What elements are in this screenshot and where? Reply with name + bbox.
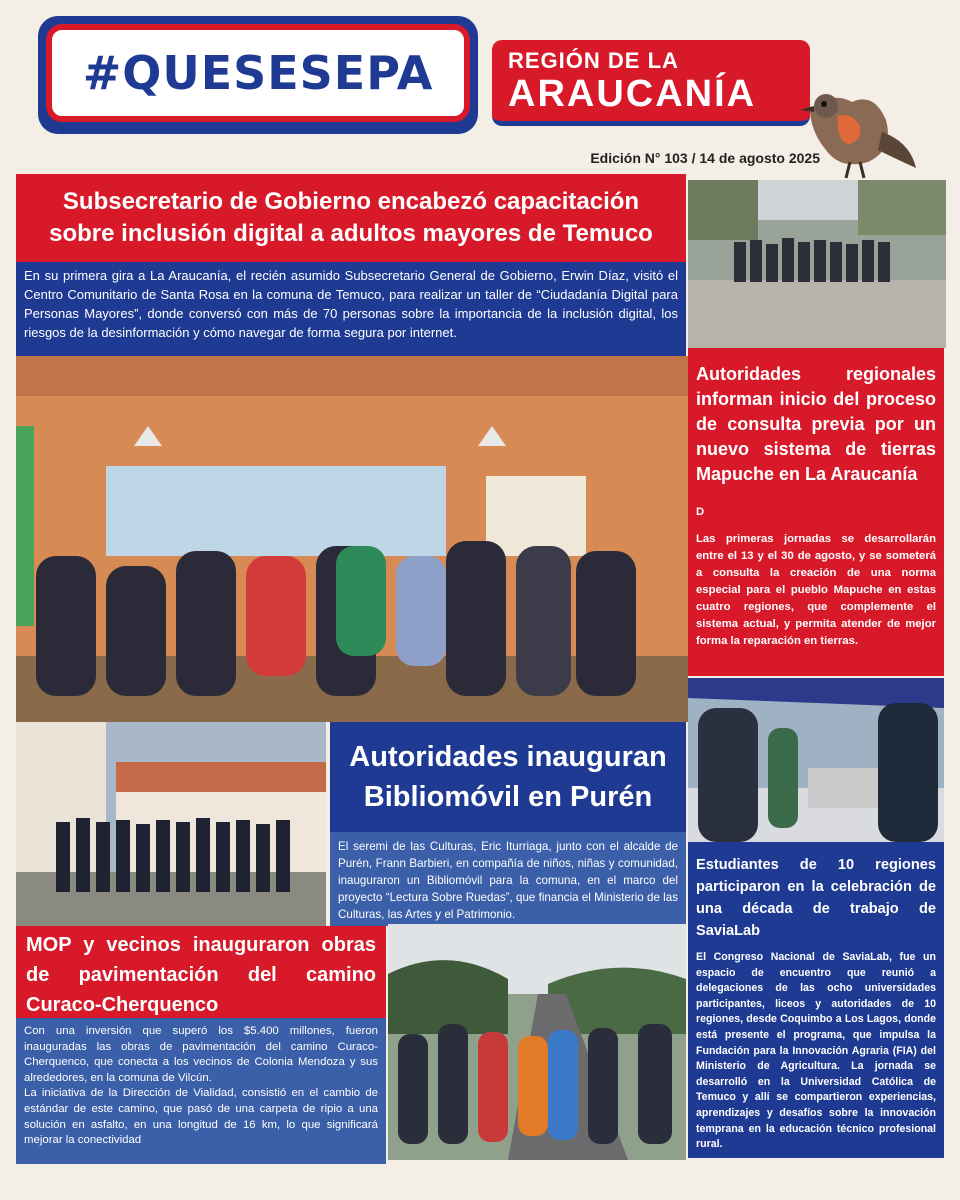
brand-title: #QUESESEPA xyxy=(82,46,434,100)
main-article-title: Subsecretario de Gobierno encabezó capacitación sobre inclusión digital a adultos mayores de Temuco xyxy=(16,174,686,262)
savialab-article-body: El Congreso Nacional de SaviaLab, fue un espacio de encuentro que reunió a delegaciones de las ocho universidades participantes, liceos y autoridades de 10 regiones, desde Coquimbo a Los Lagos, donde está presente el programa, que impulsa la Fundación para la Innovación Agraria (FIA) del Ministerio de Agricultura. La jornada se desarrolló en la Universidad Católica de Temuco y allí se compartieron experiencias, aprendizajes y desafíos sobre la innovación temprana en la educación técnico profesional rural. xyxy=(688,944,944,1158)
consulta-article-title: Autoridades regionales informan inicio del proceso de consulta previa por un nuevo sistema de tierras Mapuche en La Araucanía xyxy=(688,348,944,500)
plaza-group-photo xyxy=(688,180,946,348)
bibliomovil-article-body: El seremi de las Culturas, Eric Iturriaga, junto con el alcalde de Purén, Frann Barbieri, en compañía de niños, niñas y comunidad, inauguraron un Bibliomóvil para la comuna, en el marco del proyecto “Lectura Sobre Ruedas”, que financia el Ministerio de las Culturas, las Artes y el Patrimonio. xyxy=(330,832,686,926)
mop-article-paragraph-2: La iniciativa de la Dirección de Vialidad, consistió en el cambio de estándar de este camino, que pasó de una carpeta de ripio a una solución en asfalto, en una longitud de 16 km, lo que significará mejorar la conectividad xyxy=(24,1087,378,1147)
bibliomovil-group-photo xyxy=(16,722,326,926)
brand-logo xyxy=(38,16,478,134)
region-label-big: ARAUCANÍA xyxy=(508,73,757,115)
savialab-article-title: Estudiantes de 10 regiones participaron en la celebración de una década de trabajo de SaviaLab xyxy=(688,842,944,944)
edition-info: Edición N° 103 / 14 de agosto 2025 xyxy=(590,150,820,166)
workshop-group-photo xyxy=(16,356,688,722)
main-article-body: En su primera gira a La Araucanía, el recién asumido Subsecretario General de Gobierno, Erwin Díaz, visitó el Centro Comunitario de Santa Rosa en la comuna de Temuco, para realizar un taller de “Ciudadanía Digital para Personas Mayores”, donde conversó con más de 70 personas sobre la importancia de la inclusión digital, los riesgos de la desinformación y cómo navegar de forma segura por internet. xyxy=(16,262,686,356)
consulta-article-body xyxy=(688,500,944,676)
road-inauguration-photo xyxy=(388,924,686,1160)
savialab-students-photo xyxy=(688,678,944,842)
mop-article-body xyxy=(16,1018,386,1164)
bibliomovil-article-title: Autoridades inauguran Bibliomóvil en Purén xyxy=(330,722,686,832)
region-banner xyxy=(492,40,810,126)
region-label-small: REGIÓN DE LA xyxy=(508,48,679,73)
mop-article-paragraph-1: Con una inversión que superó los $5.400 millones, fueron inauguradas las obras de pavimentación del camino Curaco-Cherquenco, que conecta a los vecinos de Colonia Mendoza y sus alrededores, en la comuna de Vilcún. xyxy=(24,1025,378,1084)
mop-article-title: MOP y vecinos inauguraron obras de pavimentación del camino Curaco-Cherquenco xyxy=(16,926,386,1018)
consulta-dropcap: D xyxy=(696,506,705,518)
consulta-article-text: Las primeras jornadas se desarrollarán entre el 13 y el 30 de agosto, y se someterá a consulta la creación de una norma especial para el pueblo Mapuche en estas cuatro regiones, que complemente el sistema actual, y permita atender de mejor forma la reparación en tierras. xyxy=(696,533,936,647)
